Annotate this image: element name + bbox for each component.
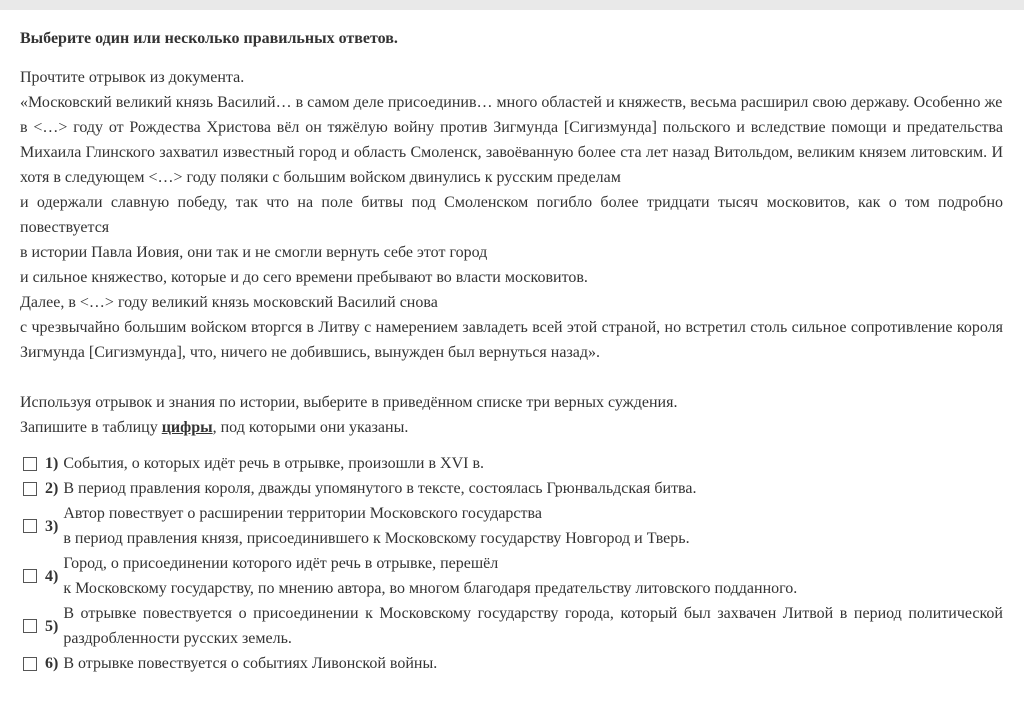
excerpt-paragraph: Далее, в <…> году великий князь московский Василий снова <box>20 294 438 311</box>
excerpt-paragraph: в <…> году от Рождества Христова вёл он тяжёлую войну против Зигмунда [Сигизмунда] польского и вследствие помощи и предательства Михаила Глинского захватил известный город и область Смоленск, завоёванную более ста лет назад Витольдом, великим князем литовским. И хотя в следующем <…> году поляки с большим войском двинулись к русским пределам <box>20 119 1003 186</box>
option-text-line: Автор повествует о расширении территории Московского государства <box>63 505 542 522</box>
excerpt-paragraph: и сильное княжество, которые и до сего времени пребывают во власти московитов. <box>20 269 588 286</box>
option-text: В отрывке повествуется о присоединении к Московскому государству города, который был захвачен Литвой в период политической раздробленности русских земель. <box>63 605 1003 647</box>
task-content <box>0 10 1024 676</box>
answer-checkbox-1[interactable] <box>23 457 37 471</box>
answer-option-4[interactable] <box>20 551 1003 601</box>
answer-checkbox-3[interactable] <box>23 519 37 533</box>
task-instruction: Выберите один или несколько правильных ответов. <box>20 30 398 47</box>
answer-option-2[interactable] <box>20 476 1003 501</box>
answer-option-5[interactable] <box>20 601 1003 651</box>
question-text: Используя отрывок и знания по истории, выберите в приведённом списке три верных суждения. <box>20 394 678 411</box>
option-text <box>63 551 1003 601</box>
question-text-pre: Запишите в таблицу <box>20 419 162 436</box>
option-number: 6) <box>45 655 59 672</box>
answer-option-3[interactable] <box>20 501 1003 551</box>
option-number: 2) <box>45 480 59 497</box>
answer-checkbox-6[interactable] <box>23 657 37 671</box>
option-text <box>63 501 1003 551</box>
option-text <box>63 476 1003 501</box>
option-text-line: Город, о присоединении которого идёт речь в отрывке, перешёл <box>63 555 499 572</box>
answer-option-6[interactable] <box>20 651 1003 676</box>
option-text <box>63 651 1003 676</box>
option-text <box>63 451 1003 476</box>
option-text-line: В период правления короля, дважды упомянутого в тексте, состоялась Грюнвальдская битва. <box>63 480 697 497</box>
intro-text: Прочтите отрывок из документа. <box>20 69 245 86</box>
option-text-line: События, о которых идёт речь в отрывке, произошли в XVI в. <box>63 455 485 472</box>
option-text-line: к Московскому государству, по мнению автора, во многом благодаря предательству литовского подданного. <box>63 580 798 597</box>
question-text-post: , под которыми они указаны. <box>212 419 409 436</box>
option-number: 1) <box>45 455 59 472</box>
document-excerpt <box>20 90 1003 365</box>
excerpt-paragraph: с чрезвычайно большим войском вторгся в Литву с намерением завладеть всей этой страной, но встретил столь сильное сопротивление короля Зигмунда [Сигизмунда], что, ничего не добившись, вынужден был вернуться назад». <box>20 319 1003 361</box>
answer-checkbox-4[interactable] <box>23 569 37 583</box>
excerpt-paragraph: «Московский великий князь Василий… в самом деле присоединив… много областей и княжеств, весьма расширил свою державу. Особенно же <box>20 94 1003 111</box>
answer-checkbox-5[interactable] <box>23 619 37 633</box>
option-number: 3) <box>45 517 59 535</box>
option-number: 4) <box>45 567 59 585</box>
question-text-line2 <box>20 415 1003 440</box>
option-number: 5) <box>45 617 59 635</box>
digits-emphasis: цифры <box>161 419 213 436</box>
answer-options <box>20 451 1003 676</box>
excerpt-paragraph: и одержали славную победу, так что на поле битвы под Смоленском погибло более тридцати тысяч московитов, как о том подробно повествуется <box>20 194 1003 236</box>
option-text-line: в период правления князя, присоединившего к Московскому государству Новгород и Тверь. <box>63 530 690 547</box>
top-bar <box>0 0 1024 10</box>
answer-option-1[interactable] <box>20 451 1003 476</box>
answer-checkbox-2[interactable] <box>23 482 37 496</box>
excerpt-paragraph: в истории Павла Иовия, они так и не смогли вернуть себе этот город <box>20 244 488 261</box>
option-text-line: В отрывке повествуется о событиях Ливонской войны. <box>63 655 438 672</box>
